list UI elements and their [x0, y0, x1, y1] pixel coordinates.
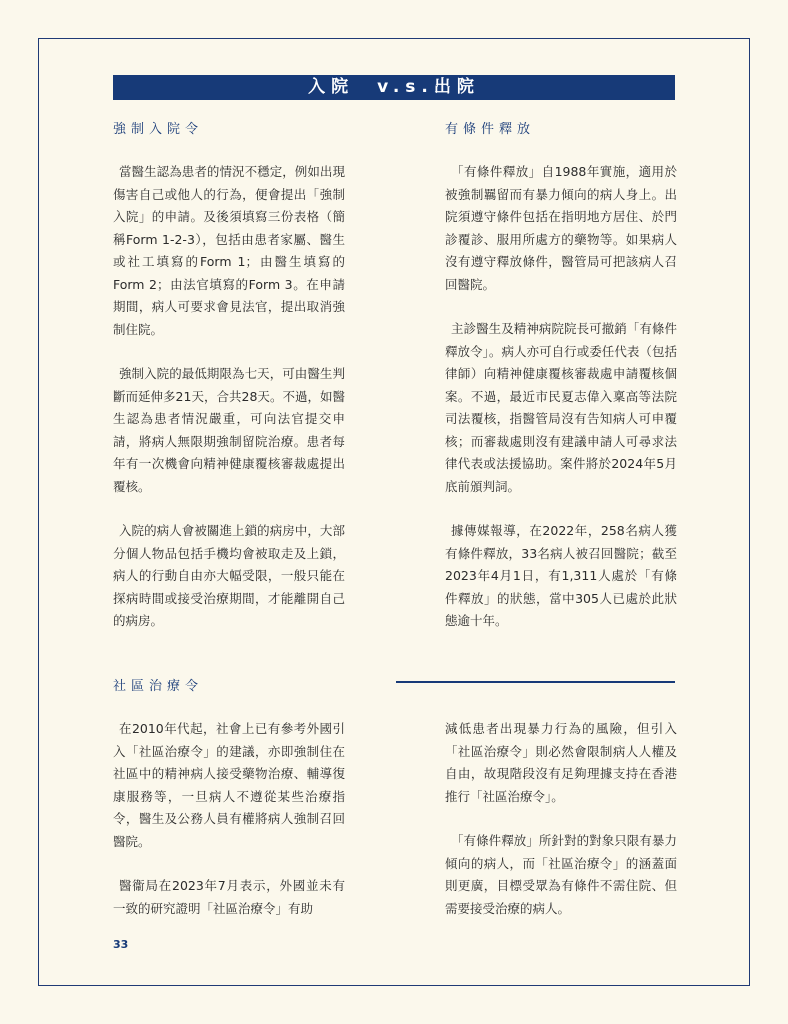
paragraph: 減低患者出現暴力行為的風險，但引入「社區治療令」則必然會限制病人人權及自由，故現階段沒有足夠理據支持在香港推行「社區治療令」。: [445, 721, 677, 804]
paragraph: 主診醫生及精神病院院長可撤銷「有條件釋放令」。病人亦可自行或委任代表（包括律師）向精神健康覆核審裁處申請覆核個案。不過，最近市民夏志偉入稟高等法院司法覆核，指醫管局沒有告知病人可申覆核；而審裁處則沒有建議申請人可尋求法律代表或法援協助。案件將於2024年5月底前頒判詞。: [445, 321, 677, 494]
column-community-right: [445, 718, 677, 942]
paragraph: 在2010年代起，社會上已有參考外國引入「社區治療令」的建議，亦即強制住在社區中的精神病人接受藥物治療、輔導復康服務等，一旦病人不遵從某些治療指令，醫生及公務人員有權將病人強制召回醫院。: [113, 721, 345, 849]
paragraph: 據傳媒報導，在2022年，258名病人獲有條件釋放，33名病人被召回醫院；截至2023年4月1日，有1,311人處於「有條件釋放」的狀態，當中305人已處於此狀態逾十年。: [445, 523, 677, 628]
divider: [396, 681, 675, 683]
paragraph: 強制入院的最低期限為七天，可由醫生判斷而延伸多21天，合共28天。不過，如醫生認為患者情況嚴重，可向法官提交申請，將病人無限期強制留院治療。患者每年有一次機會向精神健康覆核審裁處提出覆核。: [113, 366, 345, 494]
paragraph: 「有條件釋放」自1988年實施，適用於被強制羈留而有暴力傾向的病人身上。出院須遵守條件包括在指明地方居住、於門診覆診、服用所處方的藥物等。如果病人沒有遵守釋放條件，醫管局可把該病人召回醫院。: [445, 164, 677, 292]
paragraph: 當醫生認為患者的情況不穩定，例如出現傷害自己或他人的行為，便會提出「強制入院」的申請。及後須填寫三份表格（簡稱Form 1-2-3），包括由患者家屬、醫生或社工填寫的Form 1；由醫生填寫的Form 2；由法官填寫的Form 3。在申請期間，病人可要求會見法官，提出取消強制住院。: [113, 164, 345, 337]
column-compulsory: [113, 161, 345, 655]
page-title: 入院 v.s.出院: [113, 75, 675, 100]
paragraph: 醫衞局在2023年7月表示，外國並未有一致的研究證明「社區治療令」有助: [113, 878, 345, 916]
heading-compulsory: 強制入院令: [113, 122, 204, 137]
heading-community: 社區治療令: [113, 679, 204, 694]
heading-conditional: 有條件釋放: [445, 122, 536, 137]
column-community-left: [113, 718, 345, 942]
column-conditional: [445, 161, 677, 655]
paragraph: 入院的病人會被關進上鎖的病房中，大部分個人物品包括手機均會被取走及上鎖，病人的行動自由亦大幅受限，一般只能在探病時間或接受治療期間，才能離開自己的病房。: [113, 523, 345, 628]
paragraph: 「有條件釋放」所針對的對象只限有暴力傾向的病人，而「社區治療令」的涵蓋面則更廣，目標受眾為有條件不需住院、但需要接受治療的病人。: [445, 833, 677, 916]
page-number: 33: [113, 938, 129, 951]
